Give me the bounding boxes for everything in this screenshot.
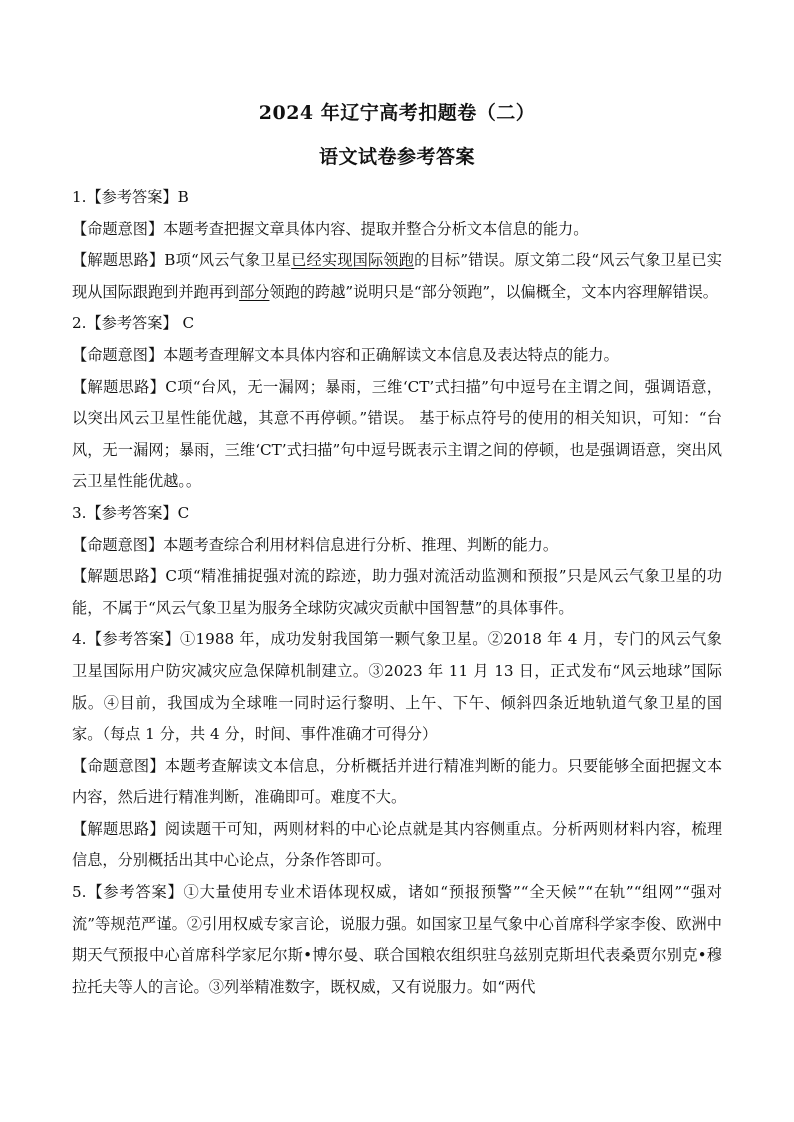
q3-reasoning: 【解题思路】C项“精准捕捉强对流的踪迹，助力强对流活动监测和预报”只是风云气象卫星的功能，不属于“风云气象卫星为服务全球防灾减灾贡献中国智慧”的具体事件。 <box>72 567 722 617</box>
page-subtitle: 语文试卷参考答案 <box>318 146 475 168</box>
q1-reasoning-part-b: 的目标”错误。原文第二段“风云气象卫星已实现从国际跟跑到并跑再到 <box>72 251 722 301</box>
q2-reasoning: 【解题思路】C项“台风，无一漏网；暴雨，三维‘CT’式扫描”句中逗号在主谓之间，强调语意，以突出风云卫星性能优越，其意不再停顿。”错误。 基于标点符号的使用的相关知识，可知：“台风，无一漏网；暴雨，三维‘CT’式扫描”句中逗号既表示主谓之间的停顿，也是强调语意，突出风云卫星性能优越。。 <box>72 377 722 491</box>
q4-intent: 【命题意图】本题考查解读文本信息，分析概括并进行精准判断的能力。只要能够全面把握文本内容，然后进行精准判断，准确即可。难度不大。 <box>72 756 722 807</box>
q1-reasoning <box>72 245 722 308</box>
q4-answer: 4.【参考答案】①1988 年，成功发射我国第一颗气象卫星。②2018 年 4 月，专门的风云气象卫星国际用户防灾减灾应急保障机制建立。③2023 年 11 月 13 日，正式发布“风云地球”国际版。④目前，我国成为全球唯一同时运行黎明、上午、下午、倾斜四条近地轨道气象卫星的国家。（每点 1 分，共 4 分，时间、事件准确才可得分） <box>72 630 722 744</box>
q1-intent: 【命题意图】本题考查把握文章具体内容、提取并整合分析文本信息的能力。 <box>72 219 589 238</box>
q2-answer: 2.【参考答案】 C <box>72 314 195 333</box>
q1-underlined-phrase-1: 已经实现国际领跑 <box>291 251 415 270</box>
q1-reasoning-part-c: 领跑的跨越”说明只是“部分领跑”，以偏概全，文本内容理解错误。 <box>269 282 718 301</box>
page-title: 2024 年辽宁高考扣题卷（二） <box>258 102 536 124</box>
q1-underlined-phrase-2: 部分 <box>239 282 270 301</box>
q2-intent: 【命题意图】本题考查理解文本具体内容和正确解读文本信息及表达特点的能力。 <box>72 345 619 364</box>
q5-answer: 5.【参考答案】①大量使用专业术语体现权威，诸如“预报预警”“全天候”“在轨”“组网”“强对流”等规范严谨。②引用权威专家言论，说服力强。如国家卫星气象中心首席科学家李俊、欧洲中期天气预报中心首席科学家尼尔斯•博尔曼、联合国粮农组织驻乌兹别克斯坦代表桑贾尔别克•穆拉托夫等人的言论。③列举精准数字，既权威，又有说服力。如“两代 <box>72 883 722 996</box>
q4-reasoning: 【解题思路】阅读题干可知，两则材料的中心论点就是其内容侧重点。分析两则材料内容，梳理信息，分别概括出其中心论点，分条作答即可。 <box>72 819 722 870</box>
q3-answer: 3.【参考答案】C <box>72 503 190 522</box>
q1-reasoning-part-a: 【解题思路】B项“风云气象卫星 <box>72 251 292 270</box>
q1-answer: 1.【参考答案】B <box>72 188 189 206</box>
q3-intent: 【命题意图】本题考查综合利用材料信息进行分析、推理、判断的能力。 <box>72 535 558 554</box>
